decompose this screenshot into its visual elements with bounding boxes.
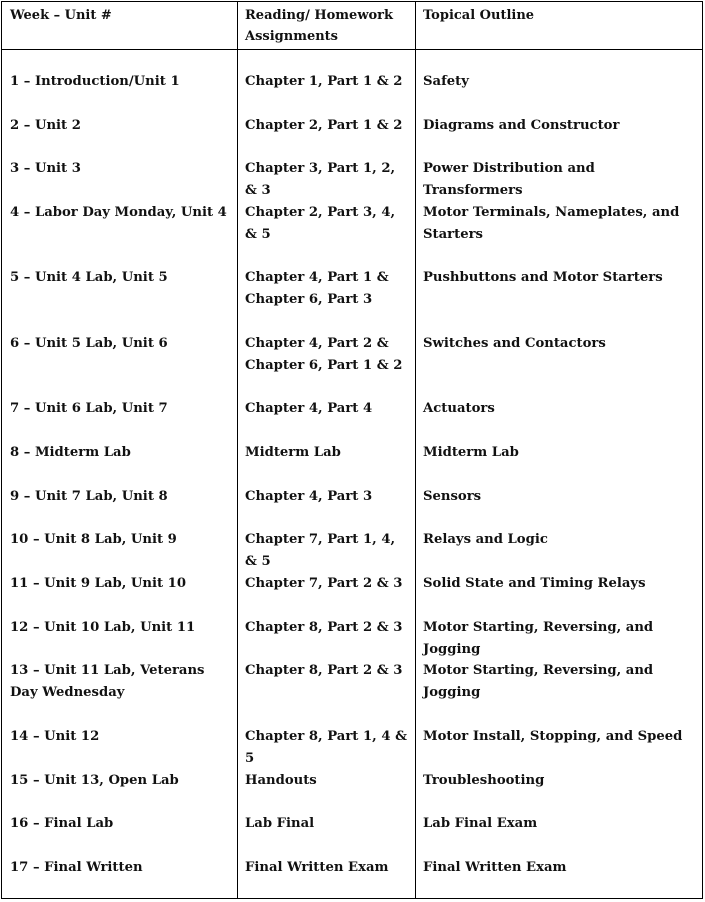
row-reading: Final Written Exam bbox=[245, 860, 389, 875]
row-reading: Chapter 2, Part 3, 4, & 5 bbox=[245, 205, 396, 242]
row-reading: Chapter 3, Part 1, 2, & 3 bbox=[245, 161, 396, 198]
row-topic: Motor Starting, Reversing, and Jogging bbox=[423, 620, 654, 657]
row-topic: Pushbuttons and Motor Starters bbox=[423, 270, 663, 285]
row-week-unit: 17 – Final Written bbox=[10, 860, 143, 875]
row-topic: Midterm Lab bbox=[423, 445, 519, 460]
row-reading: Chapter 4, Part 4 bbox=[245, 401, 373, 416]
row-topic: Actuators bbox=[423, 401, 495, 416]
row-week-unit: 13 – Unit 11 Lab, Veterans Day Wednesday bbox=[10, 663, 205, 700]
row-week-unit: 9 – Unit 7 Lab, Unit 8 bbox=[10, 489, 168, 504]
header-divider bbox=[2, 49, 702, 50]
row-week-unit: 11 – Unit 9 Lab, Unit 10 bbox=[10, 576, 187, 591]
row-week-unit: 4 – Labor Day Monday, Unit 4 bbox=[10, 205, 227, 220]
row-week-unit: 14 – Unit 12 bbox=[10, 729, 100, 744]
row-topic: Troubleshooting bbox=[423, 773, 545, 788]
header-week-unit: Week – Unit # bbox=[10, 8, 112, 23]
row-reading: Chapter 8, Part 2 & 3 bbox=[245, 663, 403, 678]
row-week-unit: 5 – Unit 4 Lab, Unit 5 bbox=[10, 270, 168, 285]
header-topical-outline: Topical Outline bbox=[423, 8, 535, 23]
row-topic: Lab Final Exam bbox=[423, 816, 538, 831]
row-topic: Switches and Contactors bbox=[423, 336, 606, 351]
row-reading: Chapter 4, Part 1 & Chapter 6, Part 3 bbox=[245, 270, 389, 307]
row-topic: Motor Install, Stopping, and Speed bbox=[423, 729, 683, 744]
row-week-unit: 8 – Midterm Lab bbox=[10, 445, 131, 460]
row-reading: Chapter 7, Part 2 & 3 bbox=[245, 576, 403, 591]
row-topic: Motor Terminals, Nameplates, and Starters bbox=[423, 205, 680, 242]
row-reading: Chapter 4, Part 2 & Chapter 6, Part 1 & 2 bbox=[245, 336, 403, 373]
row-reading: Chapter 2, Part 1 & 2 bbox=[245, 118, 403, 133]
row-topic: Safety bbox=[423, 74, 469, 89]
row-reading: Lab Final bbox=[245, 816, 315, 831]
row-week-unit: 1 – Introduction/Unit 1 bbox=[10, 74, 180, 89]
row-reading: Chapter 8, Part 2 & 3 bbox=[245, 620, 403, 635]
row-topic: Diagrams and Constructor bbox=[423, 118, 620, 133]
row-reading: Chapter 7, Part 1, 4, & 5 bbox=[245, 532, 396, 569]
row-topic: Relays and Logic bbox=[423, 532, 548, 547]
row-reading: Chapter 4, Part 3 bbox=[245, 489, 373, 504]
row-week-unit: 2 – Unit 2 bbox=[10, 118, 81, 133]
row-reading: Chapter 8, Part 1, 4 & 5 bbox=[245, 729, 407, 766]
row-week-unit: 6 – Unit 5 Lab, Unit 6 bbox=[10, 336, 168, 351]
row-topic: Solid State and Timing Relays bbox=[423, 576, 646, 591]
row-reading: Handouts bbox=[245, 773, 317, 788]
row-topic: Sensors bbox=[423, 489, 482, 504]
header-reading-homework: Reading/ Homework Assignments bbox=[245, 8, 394, 44]
row-week-unit: 7 – Unit 6 Lab, Unit 7 bbox=[10, 401, 168, 416]
row-week-unit: 10 – Unit 8 Lab, Unit 9 bbox=[10, 532, 177, 547]
row-week-unit: 15 – Unit 13, Open Lab bbox=[10, 773, 179, 788]
row-reading: Midterm Lab bbox=[245, 445, 341, 460]
row-reading: Chapter 1, Part 1 & 2 bbox=[245, 74, 403, 89]
row-week-unit: 12 – Unit 10 Lab, Unit 11 bbox=[10, 620, 196, 635]
row-topic: Final Written Exam bbox=[423, 860, 567, 875]
row-week-unit: 3 – Unit 3 bbox=[10, 161, 81, 176]
row-topic: Motor Starting, Reversing, and Jogging bbox=[423, 663, 654, 700]
row-topic: Power Distribution and Transformers bbox=[423, 161, 595, 198]
row-week-unit: 16 – Final Lab bbox=[10, 816, 114, 831]
